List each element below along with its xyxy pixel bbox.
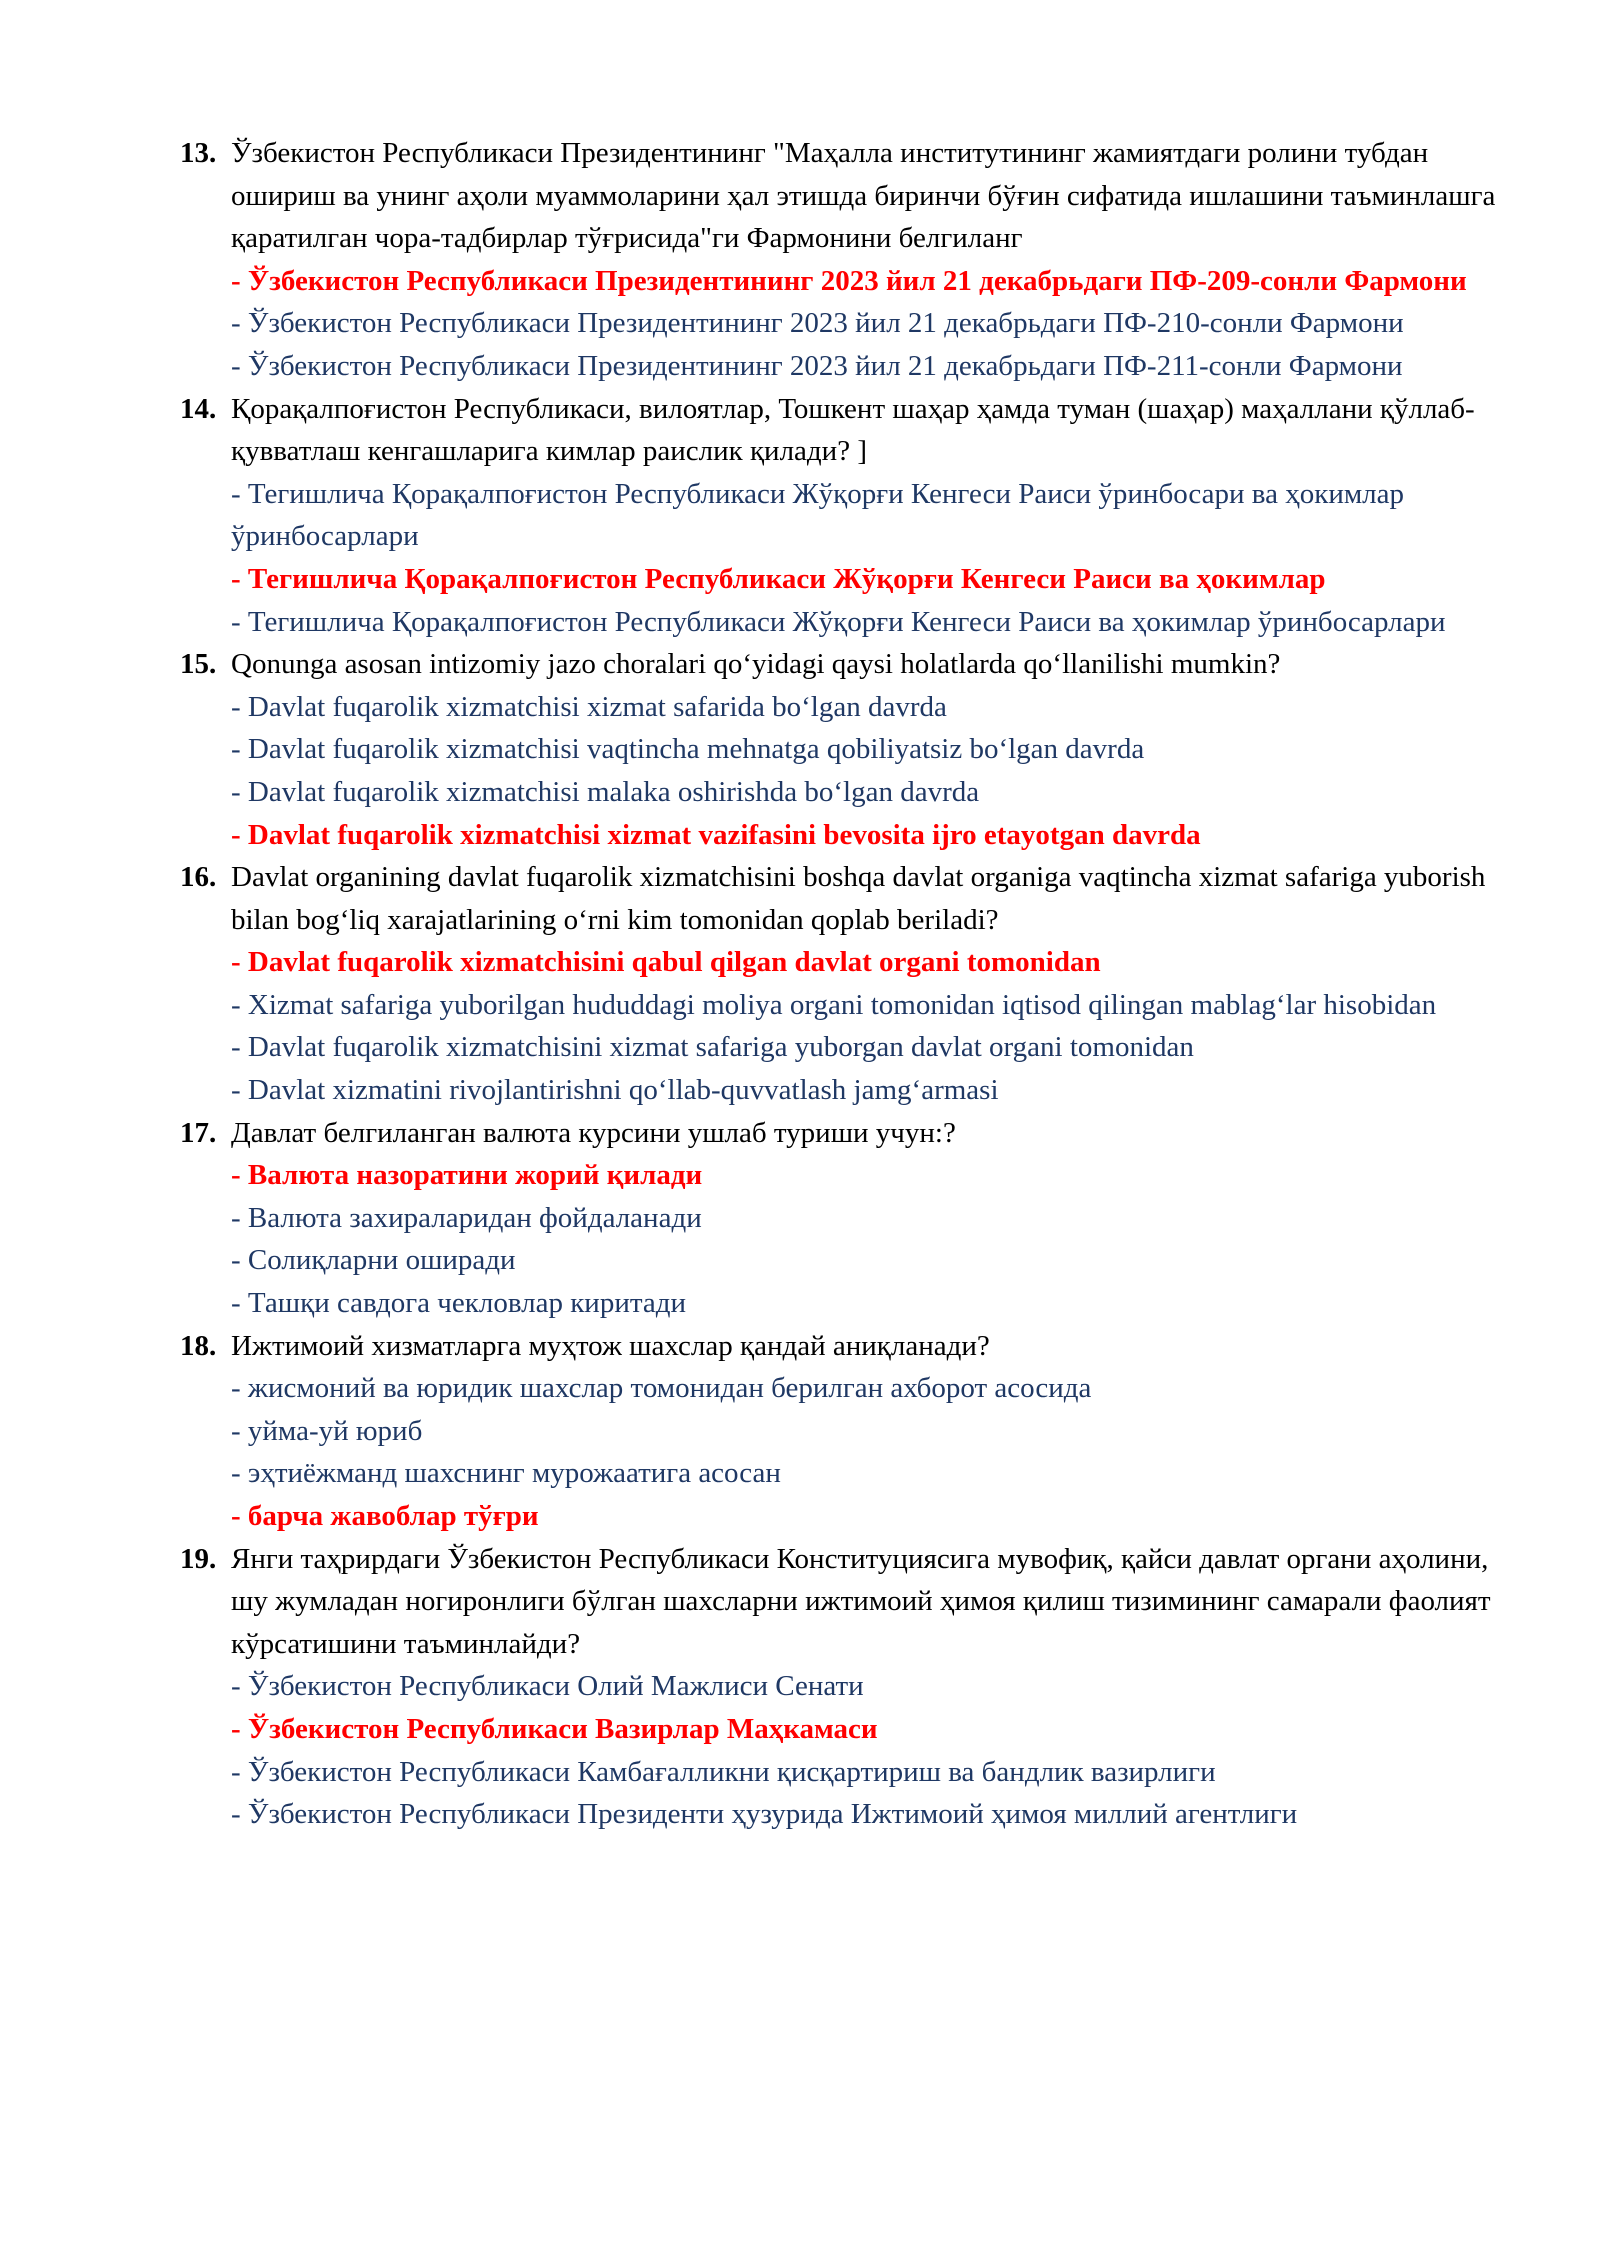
answer-option: - Ўзбекистон Республикаси Президентининг 2023 йил 21 декабрьдаги ПФ-210-сонли Фармони — [231, 307, 1404, 340]
question-15 — [180, 643, 1520, 856]
answer-option: - Солиқларни оширади — [231, 1244, 516, 1277]
answer-option: - Тегишлича Қорақалпоғистон Республикаси Жўқорғи Кенгеси Раиси ва ҳокимлар ўринбосарлари — [231, 605, 1446, 638]
question-number: 16. — [180, 861, 217, 894]
question-number: 19. — [180, 1542, 217, 1575]
question-number: 13. — [180, 137, 217, 169]
answer-option: - Davlat fuqarolik xizmatchisi malaka oshirishda boʻlgan davrda — [231, 775, 980, 808]
answer-option: - Davlat xizmatini rivojlantirishni qoʻllab-quvvatlash jamgʻarmasi — [231, 1074, 999, 1107]
question-17 — [180, 1112, 1520, 1325]
question-number: 15. — [180, 648, 217, 681]
answer-option: - Валюта захираларидан фойдаланади — [231, 1201, 702, 1234]
answer-option-correct: - Тегишлича Қорақалпоғистон Республикаси Жўқорғи Кенгеси Раиси ва ҳокимлар — [231, 562, 1326, 595]
question-number: 14. — [180, 392, 217, 425]
question-number: 18. — [180, 1329, 217, 1362]
question-14 — [180, 388, 1520, 644]
answer-option-correct: - Davlat fuqarolik xizmatchisi xizmat vazifasini bevosita ijro etayotgan davrda — [231, 818, 1201, 851]
answer-option: - Тегишлича Қорақалпоғистон Республикаси Жўқорғи Кенгеси Раиси ўринбосари ва ҳокимлар ўринбосарлари — [231, 477, 1405, 553]
question-text: Ўзбекистон Республикаси Президентининг "Маҳалла институтининг жамиятдаги ролини тубдан ошириш ва унинг аҳоли муаммоларини ҳал этишда биринчи бўғин сифатида ишлашини таъминлашга қаратилган чора-тадбирлар тўғрисида"ги Фармонини белгиланг — [231, 137, 1496, 255]
answer-option-correct: - Ўзбекистон Республикаси Президентининг 2023 йил 21 декабрьдаги ПФ-209-сонли Фармони — [231, 264, 1467, 297]
question-text: Qonunga asosan intizomiy jazo choralari qoʻyidagi qaysi holatlarda qoʻllanilishi mumkin? — [231, 648, 1281, 681]
answer-option: - Ўзбекистон Республикаси Президентининг 2023 йил 21 декабрьдаги ПФ-211-сонли Фармони — [231, 349, 1403, 382]
answer-option: - жисмоний ва юридик шахслар томонидан берилган ахборот асосида — [231, 1372, 1092, 1405]
question-text: Давлат белгиланган валюта курсини ушлаб туриши учун:? — [231, 1116, 956, 1149]
question-19 — [180, 1538, 1520, 1836]
answer-option: - Davlat fuqarolik xizmatchisi vaqtincha mehnatga qobiliyatsiz boʻlgan davrda — [231, 733, 1145, 766]
answer-option: - Ташқи савдога чекловлар киритади — [231, 1287, 687, 1320]
answer-option: - Ўзбекистон Республикаси Олий Мажлиси Сенати — [231, 1670, 864, 1703]
answer-option-correct: - Davlat fuqarolik xizmatchisini qabul qilgan davlat organi tomonidan — [231, 946, 1101, 979]
question-13 — [180, 132, 1520, 388]
answer-option: - Ўзбекистон Республикаси Президенти ҳузурида Ижтимоий ҳимоя миллий агентлиги — [231, 1798, 1298, 1831]
answer-option: - Xizmat safariga yuborilgan hududdagi moliya organi tomonidan iqtisod qilingan mablagʻlar hisobidan — [231, 988, 1437, 1021]
answer-option-correct: - барча жавоблар тўғри — [231, 1500, 539, 1532]
question-text: Ижтимоий хизматларга муҳтож шахслар қандай аниқланади? — [231, 1329, 990, 1362]
answer-option: - уйма-уй юриб — [231, 1414, 423, 1447]
answer-option: - Davlat fuqarolik xizmatchisi xizmat safarida boʻlgan davrda — [231, 690, 947, 723]
question-16 — [180, 856, 1520, 1112]
answer-option: - эҳтиёжманд шахснинг мурожаатига асосан — [231, 1457, 781, 1490]
answer-option-correct: - Валюта назоратини жорий қилади — [231, 1159, 703, 1192]
answer-option: - Ўзбекистон Республикаси Камбағалликни қисқартириш ва бандлик вазирлиги — [231, 1755, 1216, 1788]
answer-option-correct: - Ўзбекистон Республикаси Вазирлар Маҳкамаси — [231, 1712, 878, 1745]
question-text: Қорақалпоғистон Республикаси, вилоятлар, Тошкент шаҳар ҳамда туман (шаҳар) маҳаллани қўллаб-қувватлаш кенгашларига кимлар раислик қилади? ] — [231, 392, 1475, 468]
question-text: Davlat organining davlat fuqarolik xizmatchisini boshqa davlat organiga vaqtincha xizmat safariga yuborish bilan bogʻliq xarajatlarining oʻrni kim tomonidan qoplab beriladi? — [231, 861, 1486, 936]
question-text: Янги таҳрирдаги Ўзбекистон Республикаси Конституциясига мувофиқ, қайси давлат органи аҳолини, шу жумладан ногиронлиги бўлган шахсларни ижтимоий ҳимоя қилиш тизимининг самарали фаолият кўрсатишини таъминлайди? — [231, 1542, 1491, 1660]
document-page — [180, 132, 1520, 1836]
question-number: 17. — [180, 1116, 217, 1149]
answer-option: - Davlat fuqarolik xizmatchisini xizmat safariga yuborgan davlat organi tomonidan — [231, 1031, 1194, 1064]
question-18 — [180, 1325, 1520, 1538]
